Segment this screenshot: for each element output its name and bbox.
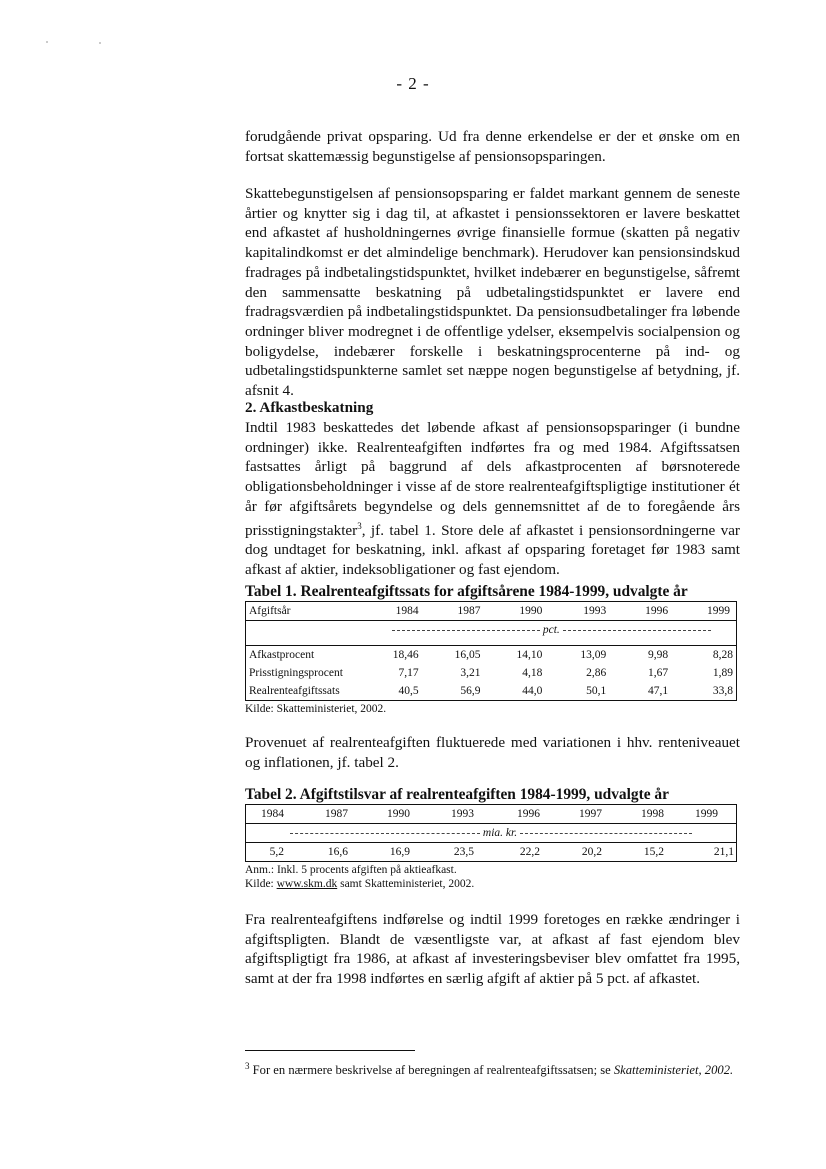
- table-1-year: 1996: [645, 605, 669, 617]
- table-1-unit-row: [246, 621, 737, 640]
- footnote-ref: 3: [357, 520, 362, 531]
- table-cell: 7,17: [398, 667, 419, 679]
- table-cell: 13,09: [542, 646, 606, 665]
- table-2-year: 1996: [517, 808, 540, 820]
- footnote-citation: Skatteministeriet, 2002.: [613, 1063, 734, 1078]
- table-cell: 9,98: [606, 646, 668, 665]
- table-1-source: Kilde: Skatteministeriet, 2002.: [245, 703, 387, 715]
- table-1-grid: [245, 601, 737, 701]
- table-2-year: 1997: [579, 808, 602, 820]
- table-cell: 14,10: [480, 646, 542, 665]
- source-link[interactable]: www.skm.dk: [276, 878, 338, 890]
- paragraph-3-text-b: , jf. tabel 1. Store dele af afkastet i pensionsordningerne var dog undtaget for beskatning, inkl. afkast af opsparing foretaget før 1983 samt afkast af aktier, indeksobligationer og fast ejendom.: [245, 521, 740, 578]
- table-1-unit: [367, 621, 737, 640]
- table-cell: 1,67: [647, 667, 669, 679]
- table-1-year: 1984: [395, 605, 419, 617]
- table-cell: 2,86: [586, 667, 607, 679]
- table-2-unit-row: [246, 824, 737, 843]
- table-1-unit-spacer: [246, 621, 367, 640]
- table-cell: 22,2: [474, 843, 540, 862]
- paragraph-2: Skattebegunstigelsen af pensionsopsparing er faldet markant gennem de seneste årtier og knytter sig i dag til, at afkastet i pensionssektoren er lavere beskattet end afkastet af husholdningernes øvrige finansielle formue (skatten på negativ kapitalindkomst er det almindelige benchmark). Herudover kan pensionsindskud fradrages på indbetalingstidspunktet, hvilket indebærer en begunstigelse, såfremt den sammensatte beskatning på udbetalingstidspunktet er lavere end fradragsværdien på indbetalingstidspunktet. Da pensionsudbetalinger fra løbende ordninger bliver modregnet i de offentlige ydelser, eksempelvis socialpension og boligydelse, indebærer forskelle i beskatningsprocenterne på ind- og udbetalingstidspunkterne samlet set næppe nogen begunstigelse af betydning, jf. afsnit 4.: [245, 185, 740, 400]
- table-1-header-row: [246, 602, 737, 621]
- footnote-text: For en nærmere beskrivelse af beregningen af realrenteafgiftssatsen; se: [249, 1063, 614, 1078]
- footnote-marker: 3: [245, 1061, 250, 1071]
- table-2-year: 1999: [695, 808, 718, 820]
- table-1-year: 1999: [707, 605, 730, 617]
- paragraph-3: [245, 418, 740, 580]
- table-row: [246, 682, 737, 701]
- table-cell: 47,1: [647, 685, 669, 697]
- table-cell: 18,46: [367, 646, 419, 665]
- table-2-header-row: [246, 805, 737, 824]
- paragraph-1: forudgående privat opsparing. Ud fra denne erkendelse er der et ønske om en fortsat skattemæssig begunstigelse af pensionsopsparingen.: [245, 128, 740, 165]
- table-1-row-label: Prisstigningsprocent: [249, 667, 343, 679]
- table-1: [245, 583, 737, 716]
- paragraph-4: Provenuet af realrenteafgiften fluktuerede med variationen i hhv. renteniveauet og inflationen, jf. tabel 2.: [245, 734, 740, 771]
- paragraph-3-text-a: Indtil 1983 beskattedes det løbende afkast af pensionsopsparinger (i bundne ordninger) ikke. Realrenteafgiften indførtes fra og med 1984. Afgiftssatsen fastsattes årligt på baggrund af dels afkastprocenten af børsnoterede obligationsbeholdninger i visse af de store realrenteafgiftspligtige institutioner ét år før afgiftsårets begyndelse og dels gennemsnittet af de to foregående års prisstigningstakter: [245, 419, 740, 539]
- page-number: - 2 -: [396, 74, 430, 93]
- table-cell: 56,9: [460, 685, 481, 697]
- table-cell: 44,0: [522, 685, 543, 697]
- table-cell: 1,89: [712, 667, 733, 679]
- scan-speck: [46, 41, 48, 43]
- table-cell: 8,28: [668, 646, 736, 665]
- table-2-grid: [245, 804, 737, 862]
- table-2-source: [245, 877, 737, 891]
- section-heading: 2. Afkastbeskatning: [245, 399, 374, 416]
- table-2-year: 1998: [641, 808, 664, 820]
- table-row: [246, 843, 737, 862]
- table-2: [245, 786, 737, 891]
- table-2-unit: [246, 824, 737, 843]
- table-2-note: Anm.: Inkl. 5 procents afgiften på aktieafkast.: [245, 864, 457, 876]
- table-1-year: 1987: [457, 605, 481, 617]
- table-cell: 16,9: [348, 843, 410, 862]
- table-cell: 16,05: [419, 646, 481, 665]
- table-cell: 5,2: [246, 843, 285, 862]
- table-row: [246, 646, 737, 665]
- table-cell: 23,5: [410, 843, 474, 862]
- table-cell: 3,21: [460, 667, 481, 679]
- table-cell: 40,5: [398, 685, 419, 697]
- table-2-year: 1984: [261, 808, 284, 820]
- table-2-year: 1990: [387, 808, 410, 820]
- table-cell: 21,1: [664, 843, 737, 862]
- table-1-header-label: Afgiftsår: [249, 605, 291, 617]
- table-2-source-suffix: samt Skatteministeriet, 2002.: [337, 878, 475, 890]
- table-2-caption: Tabel 2. Afgiftstilsvar af realrenteafgiften 1984-1999, udvalgte år: [245, 786, 669, 803]
- table-cell: 16,6: [284, 843, 348, 862]
- table-1-row-label: Realrenteafgiftssats: [249, 685, 340, 697]
- footnote-rule: [245, 1050, 415, 1051]
- paragraph-5: Fra realrenteafgiftens indførelse og indtil 1999 foretoges en række ændringer i afgiftspligten. Blandt de væsentligste var, at afkast af fast ejendom blev afgiftspligtigt fra 1986, at afkast af investeringsbeviser blev omfattet fra 1995, samt at der fra 1998 indførtes en særlig afgift af aktier på 5 pct. af afkastet.: [245, 911, 740, 988]
- table-cell: 33,8: [712, 685, 733, 697]
- footnote: [245, 1058, 745, 1078]
- table-2-unit-label: mia. kr.: [482, 827, 518, 839]
- table-2-year: 1987: [325, 808, 348, 820]
- scan-speck: [99, 42, 101, 44]
- table-1-year: 1990: [519, 605, 543, 617]
- table-cell: 50,1: [586, 685, 607, 697]
- table-2-year: 1993: [451, 808, 474, 820]
- table-2-source-prefix: Kilde:: [245, 878, 277, 890]
- table-cell: 20,2: [540, 843, 602, 862]
- table-cell: 15,2: [602, 843, 664, 862]
- table-1-unit-label: pct.: [542, 624, 560, 636]
- table-1-row-label: Afkastprocent: [246, 646, 367, 665]
- table-row: [246, 664, 737, 682]
- table-1-caption: Tabel 1. Realrenteafgiftssats for afgiftsårene 1984-1999, udvalgte år: [245, 583, 688, 600]
- table-cell: 4,18: [522, 667, 543, 679]
- table-1-year: 1993: [583, 605, 607, 617]
